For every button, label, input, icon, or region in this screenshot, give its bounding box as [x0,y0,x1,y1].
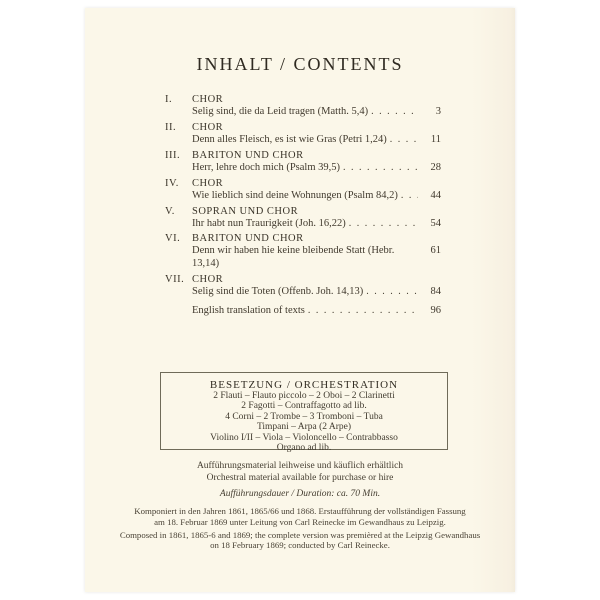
toc-entry [165,232,441,270]
movement-numeral: II. [165,121,177,133]
movement-numeral: I. [165,94,173,105]
orchestration-title: BESETZUNG / ORCHESTRATION [209,379,399,391]
dot-leader [308,305,418,318]
toc-entry [165,93,441,119]
movement-numeral: V. [165,205,175,217]
movement-heading: CHOR [192,121,224,133]
toc-entry [165,149,441,175]
note-german: Komponiert in den Jahren 1861, 1865/66 und 1868. Erstaufführung der vollständigen Fassung am 18. Februar 1869 unter Leitung von Carl Reinecke im Gewandhaus zu Leipzig. [134,506,466,527]
movement-numeral: IV. [165,177,179,189]
availability-german: Aufführungsmaterial leihweise und käuflich erhältlich [196,461,404,471]
table-of-contents [165,93,441,318]
orchestration-line: 2 Flauti – Flauto piccolo – 2 Oboi – 2 Clarinetti [213,391,395,401]
dot-leader [371,106,418,119]
toc-extra-entry [192,305,441,318]
dot-leader [349,218,418,231]
extra-label: English translation of texts [192,305,305,317]
page-title: INHALT / CONTENTS [196,54,404,74]
dot-leader [366,286,418,299]
orchestration-line: Violino I/II – Viola – Violoncello – Contrabbasso [210,432,398,443]
note-english: Composed in 1861, 1865-6 and 1869; the complete version was premièred at the Leipzig Gewandhaus on 18 February 1869; conducted by Carl Reinecke. [119,529,481,550]
page-number: 54 [430,217,441,229]
movement-numeral: VI. [165,233,181,245]
score-contents-page [85,8,515,592]
movement-subtitle: Selig sind, die da Leid tragen (Matth. 5,4) [192,106,369,117]
orchestration-line: Timpani – Arpa (2 Arpe) [256,422,352,433]
page-number: 3 [435,106,441,117]
dot-leader [390,134,418,147]
dot-leader [343,162,418,175]
movement-heading: BARITON UND CHOR [192,149,304,161]
page-number: 44 [430,189,441,201]
movement-heading: CHOR [192,177,224,189]
movement-heading: CHOR [192,94,224,105]
page-number: 84 [430,285,441,297]
toc-entry [165,177,441,203]
movement-heading: CHOR [192,273,224,285]
page-number: 11 [430,133,441,145]
page-number: 96 [430,305,441,317]
movement-subtitle: Selig sind die Toten (Offenb. Joh. 14,13) [192,285,364,297]
movement-heading: BARITON UND CHOR [192,233,304,245]
composition-notes [85,506,515,553]
orchestration-line: 2 Fagotti – Contraffagotto ad lib. [241,401,367,412]
movement-subtitle: Herr, lehre doch mich (Psalm 39,5) [192,161,340,173]
orchestration-line: 4 Corni – 2 Trombe – 3 Tromboni – Tuba [225,411,383,422]
movement-numeral: VII. [165,273,185,285]
movement-subtitle: Denn wir haben hie keine bleibende Statt (Hebr. 13,14) [192,245,395,269]
dot-leader [401,190,418,203]
page-number: 61 [430,245,441,257]
movement-subtitle: Ihr habt nun Traurigkeit (Joh. 16,22) [192,217,346,229]
availability-note [85,460,515,484]
orchestration-line: Organo ad lib. [276,443,332,454]
toc-entry [165,205,441,231]
availability-english: Orchestral material available for purchase or hire [206,473,394,483]
movement-subtitle: Wie lieblich sind deine Wohnungen (Psalm 84,2) [192,189,398,201]
toc-entry [165,273,441,299]
duration-note: Aufführungsdauer / Duration: ca. 70 Min. [219,489,381,499]
movement-heading: SOPRAN UND CHOR [192,205,299,217]
orchestration-box [160,372,448,454]
page-number: 28 [430,161,441,173]
movement-subtitle: Denn alles Fleisch, es ist wie Gras (Petri 1,24) [192,133,387,145]
movement-numeral: III. [165,149,181,161]
toc-entry [165,121,441,147]
